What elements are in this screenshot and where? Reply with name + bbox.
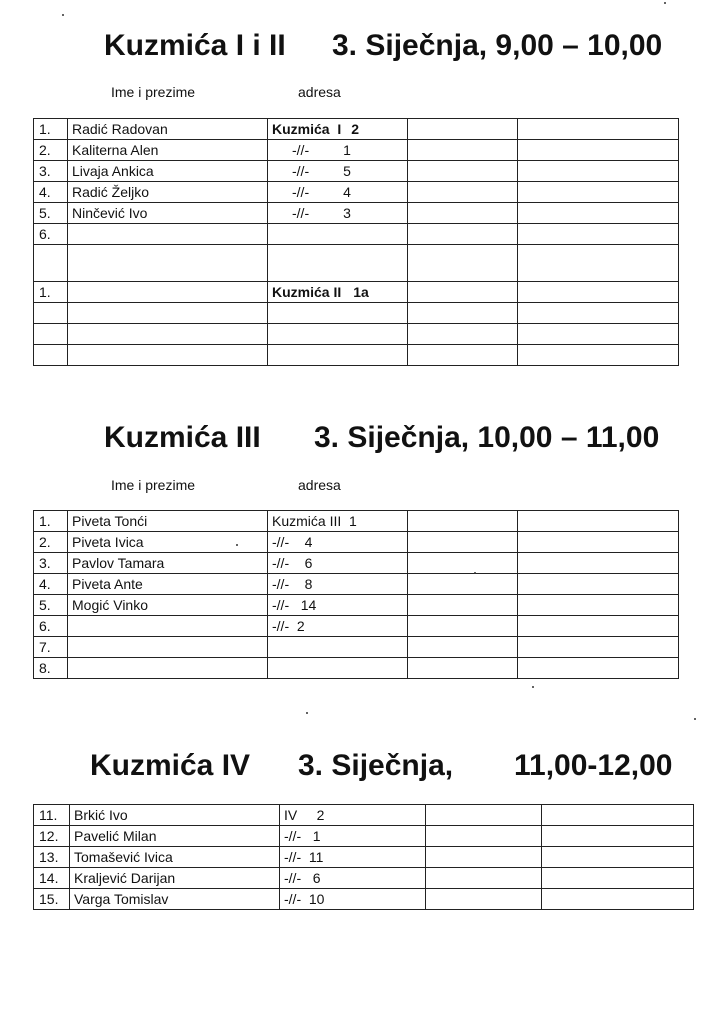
extra-cell	[518, 553, 679, 574]
section2-header-address: adresa	[298, 477, 341, 493]
resident-name: Ninčević Ivo	[68, 203, 268, 224]
empty-cell	[408, 324, 518, 345]
table-row	[34, 637, 679, 658]
section2-title-street: Kuzmića III	[104, 421, 261, 454]
resident-address: -//- 6	[268, 553, 408, 574]
address-street: -//-	[292, 142, 310, 158]
resident-address	[268, 161, 408, 182]
empty-cell	[268, 324, 408, 345]
extra-cell	[518, 658, 679, 679]
section1-header-name: Ime i prezime	[111, 84, 196, 100]
address-street: Kuzmića I	[272, 121, 342, 137]
resident-name: Brkić Ivo	[70, 805, 280, 826]
resident-name: Varga Tomislav	[70, 889, 280, 910]
resident-name: Radić Željko	[68, 182, 268, 203]
section1-title	[104, 28, 684, 64]
section1-header-address: adresa	[298, 84, 341, 100]
resident-name	[68, 616, 268, 637]
extra-cell	[542, 868, 694, 889]
row-number: 6.	[34, 616, 68, 637]
resident-address	[268, 182, 408, 203]
row-number: 15.	[34, 889, 70, 910]
resident-name: Pavlov Tamara	[68, 553, 268, 574]
table-row	[34, 345, 679, 366]
row-number: 6.	[34, 224, 68, 245]
table-row	[34, 511, 679, 532]
scan-speck	[532, 686, 534, 688]
table-row	[34, 868, 694, 889]
resident-name	[68, 637, 268, 658]
empty-cell	[518, 324, 679, 345]
table-row	[34, 161, 679, 182]
address-number: 5	[343, 163, 351, 179]
empty-cell	[268, 345, 408, 366]
address-number: 1	[343, 142, 351, 158]
resident-name: Radić Radovan	[68, 119, 268, 140]
resident-address: -//- 11	[280, 847, 426, 868]
extra-cell	[408, 553, 518, 574]
resident-address	[268, 658, 408, 679]
row-number: 2.	[34, 140, 68, 161]
row-number: 13.	[34, 847, 70, 868]
extra-cell	[408, 161, 518, 182]
resident-address: -//- 10	[280, 889, 426, 910]
extra-cell	[408, 616, 518, 637]
table-row	[34, 658, 679, 679]
row-number: 7.	[34, 637, 68, 658]
row-number: 4.	[34, 574, 68, 595]
section1-title-date: 3. Siječnja, 9,00 – 10,00	[332, 29, 663, 62]
extra-cell	[518, 574, 679, 595]
resident-address	[268, 637, 408, 658]
row-number: 4.	[34, 182, 68, 203]
table-row	[34, 224, 679, 245]
row-number: 2.	[34, 532, 68, 553]
extra-cell	[518, 161, 679, 182]
empty-cell	[268, 245, 408, 282]
resident-name: Piveta Tonći	[68, 511, 268, 532]
section2-table	[33, 510, 679, 679]
table-row	[34, 532, 679, 553]
table-row	[34, 553, 679, 574]
resident-name: Piveta Ivica	[68, 532, 268, 553]
resident-name: Pavelić Milan	[70, 826, 280, 847]
resident-address: -//- 1	[280, 826, 426, 847]
section3-title-street: Kuzmića IV	[90, 749, 251, 782]
address-number: 2	[351, 121, 360, 137]
extra-cell	[408, 532, 518, 553]
extra-cell	[408, 182, 518, 203]
resident-address: IV 2	[280, 805, 426, 826]
table-row	[34, 303, 679, 324]
resident-name	[68, 282, 268, 303]
table-row-spacer	[34, 245, 679, 282]
extra-cell	[518, 511, 679, 532]
extra-cell	[426, 826, 542, 847]
extra-cell	[518, 616, 679, 637]
table-row	[34, 140, 679, 161]
extra-cell	[518, 119, 679, 140]
extra-cell	[542, 889, 694, 910]
empty-cell	[408, 303, 518, 324]
empty-cell	[518, 345, 679, 366]
address-number: 4	[343, 184, 351, 200]
extra-cell	[518, 182, 679, 203]
scan-speck	[236, 544, 238, 546]
row-number: 12.	[34, 826, 70, 847]
row-number: 11.	[34, 805, 70, 826]
section2-title-date: 3. Siječnja, 10,00 – 11,00	[314, 421, 660, 454]
row-number: 1.	[34, 282, 68, 303]
table-row	[34, 847, 694, 868]
table-row	[34, 574, 679, 595]
address-number: 3	[343, 205, 351, 221]
table-row	[34, 616, 679, 637]
extra-cell	[518, 282, 679, 303]
table-row	[34, 203, 679, 224]
row-number: 1.	[34, 119, 68, 140]
resident-address	[268, 224, 408, 245]
extra-cell	[408, 203, 518, 224]
scan-speck	[306, 712, 308, 714]
empty-cell	[68, 345, 268, 366]
row-number: 5.	[34, 203, 68, 224]
extra-cell	[408, 658, 518, 679]
resident-address: Kuzmića III 1	[268, 511, 408, 532]
table-row	[34, 182, 679, 203]
resident-name: Kraljević Darijan	[70, 868, 280, 889]
scan-speck	[664, 2, 666, 4]
extra-cell	[518, 637, 679, 658]
extra-cell	[408, 140, 518, 161]
extra-cell	[408, 574, 518, 595]
section1-title-street: Kuzmića I i II	[104, 29, 286, 62]
row-number: 3.	[34, 553, 68, 574]
empty-cell	[518, 303, 679, 324]
extra-cell	[426, 847, 542, 868]
empty-cell	[68, 324, 268, 345]
section3-table	[33, 804, 694, 910]
resident-address	[268, 140, 408, 161]
empty-cell	[408, 345, 518, 366]
row-number: 14.	[34, 868, 70, 889]
resident-name: Piveta Ante	[68, 574, 268, 595]
empty-cell	[34, 303, 68, 324]
scan-speck	[694, 718, 696, 720]
extra-cell	[408, 224, 518, 245]
resident-name: Tomašević Ivica	[70, 847, 280, 868]
section3-title-date: 3. Siječnja,	[298, 749, 454, 782]
table-row	[34, 282, 679, 303]
empty-cell	[34, 245, 68, 282]
table-row	[34, 826, 694, 847]
extra-cell	[518, 532, 679, 553]
address-street: -//-	[292, 163, 310, 179]
address-number: 1a	[353, 284, 369, 300]
extra-cell	[408, 637, 518, 658]
extra-cell	[408, 595, 518, 616]
address-street: -//-	[292, 184, 310, 200]
empty-cell	[268, 303, 408, 324]
row-number: 5.	[34, 595, 68, 616]
extra-cell	[542, 826, 694, 847]
table-row	[34, 324, 679, 345]
resident-address	[268, 282, 408, 303]
resident-address: -//- 6	[280, 868, 426, 889]
extra-cell	[426, 889, 542, 910]
empty-cell	[68, 245, 268, 282]
extra-cell	[542, 847, 694, 868]
resident-address: -//- 4	[268, 532, 408, 553]
resident-name: Livaja Ankica	[68, 161, 268, 182]
extra-cell	[518, 224, 679, 245]
table-row	[34, 805, 694, 826]
scan-speck	[474, 572, 476, 574]
resident-address: -//- 8	[268, 574, 408, 595]
extra-cell	[408, 119, 518, 140]
resident-name: Kaliterna Alen	[68, 140, 268, 161]
address-street: -//-	[292, 205, 310, 221]
resident-name: Mogić Vinko	[68, 595, 268, 616]
resident-address	[268, 203, 408, 224]
row-number: 8.	[34, 658, 68, 679]
extra-cell	[542, 805, 694, 826]
extra-cell	[408, 511, 518, 532]
section3-title-time: 11,00-12,00	[514, 749, 673, 782]
section2-header-name: Ime i prezime	[111, 477, 196, 493]
extra-cell	[518, 203, 679, 224]
empty-cell	[408, 245, 518, 282]
table-row	[34, 889, 694, 910]
empty-cell	[518, 245, 679, 282]
extra-cell	[426, 868, 542, 889]
extra-cell	[408, 282, 518, 303]
resident-name	[68, 658, 268, 679]
section3-title	[90, 748, 690, 784]
resident-address: -//- 14	[268, 595, 408, 616]
empty-cell	[68, 303, 268, 324]
empty-cell	[34, 324, 68, 345]
empty-cell	[34, 345, 68, 366]
resident-address: -//- 2	[268, 616, 408, 637]
extra-cell	[518, 595, 679, 616]
scan-speck	[62, 14, 64, 16]
section2-title	[104, 420, 684, 456]
row-number: 1.	[34, 511, 68, 532]
section1-table	[33, 118, 679, 366]
table-row	[34, 595, 679, 616]
table-row	[34, 119, 679, 140]
resident-address	[268, 119, 408, 140]
extra-cell	[426, 805, 542, 826]
row-number: 3.	[34, 161, 68, 182]
address-street: Kuzmića II	[272, 284, 342, 300]
resident-name	[68, 224, 268, 245]
extra-cell	[518, 140, 679, 161]
